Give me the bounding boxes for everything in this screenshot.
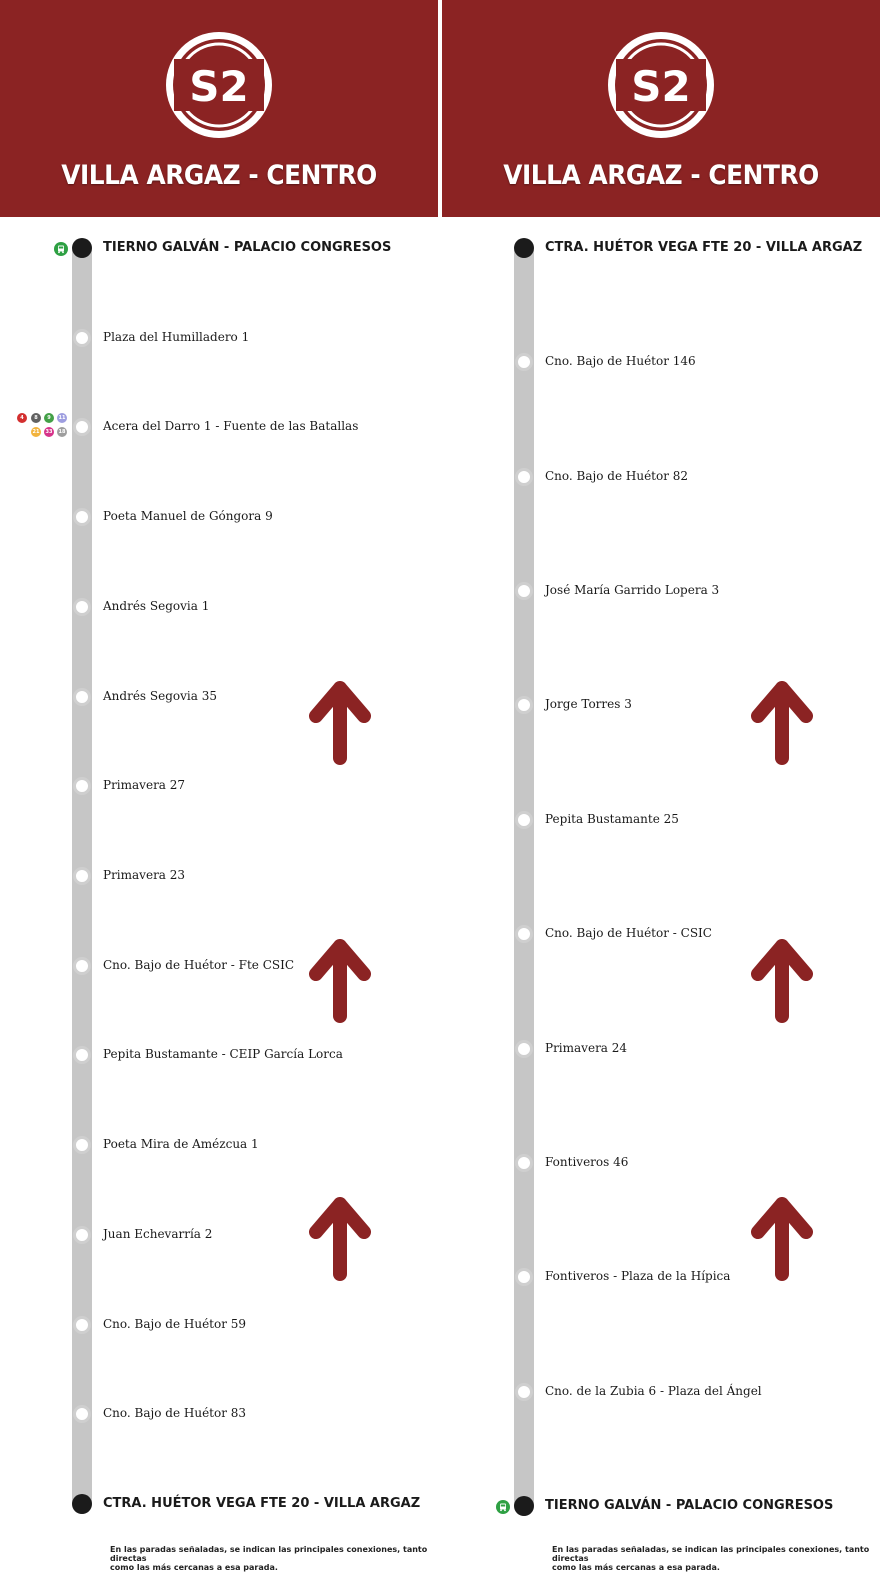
route-logo (606, 30, 716, 140)
stop-label: Acera del Darro 1 - Fuente de las Batallas (103, 419, 359, 433)
bus-icon (54, 242, 68, 256)
stop-marker (73, 1046, 91, 1064)
direction-arrow-up-icon (308, 1196, 372, 1282)
footnote-line: En las paradas señaladas, se indican las principales conexiones, tanto directas (110, 1545, 428, 1563)
stop-label: Juan Echevarría 2 (103, 1227, 213, 1241)
route-title: VILLA ARGAZ - CENTRO (61, 160, 377, 191)
stop-marker (73, 777, 91, 795)
direction-arrow-up-icon (308, 680, 372, 766)
stop-label: Cno. de la Zubia 6 - Plaza del Ángel (545, 1384, 762, 1398)
footnote-line: En las paradas señaladas, se indican las principales conexiones, tanto directas (552, 1545, 870, 1563)
stop-label: Pepita Bustamante 25 (545, 812, 679, 826)
route-code: S2 (189, 62, 249, 111)
footnote-line: como las más cercanas a esa parada. (552, 1563, 720, 1572)
stop-marker (73, 508, 91, 526)
route-code: S2 (631, 62, 691, 111)
stop-label: Cno. Bajo de Huétor 146 (545, 354, 696, 368)
stop-label: Poeta Manuel de Góngora 9 (103, 509, 273, 523)
connection-line-badge: 8 (31, 413, 41, 423)
route-logo (164, 30, 274, 140)
footnote-line: como las más cercanas a esa parada. (110, 1563, 278, 1572)
connection-line-badge: 9 (44, 413, 54, 423)
terminal-stop-marker (514, 1496, 534, 1516)
direction-arrow-up-icon (750, 1196, 814, 1282)
stop-label: Cno. Bajo de Huétor 83 (103, 1406, 247, 1420)
stop-marker (73, 867, 91, 885)
stop-marker (73, 957, 91, 975)
connection-line-badge: 11 (58, 415, 66, 421)
stop-marker (73, 1405, 91, 1423)
stop-marker (515, 1154, 533, 1172)
stop-label: José María Garrido Lopera 3 (545, 583, 720, 597)
stop-label: Pepita Bustamante - CEIP García Lorca (103, 1047, 343, 1061)
route-line (514, 250, 534, 1506)
route-header (442, 0, 880, 217)
direction-arrow-up-icon (750, 938, 814, 1024)
stop-label: Andrés Segovia 35 (103, 689, 217, 703)
stop-label: Plaza del Humilladero 1 (103, 330, 250, 344)
stop-label: Cno. Bajo de Huétor 82 (545, 469, 689, 483)
stop-label: Cno. Bajo de Huétor 59 (103, 1317, 247, 1331)
stop-label: Fontiveros - Plaza de la Hípica (545, 1269, 731, 1283)
stop-label: Andrés Segovia 1 (103, 599, 210, 613)
stop-marker (515, 582, 533, 600)
stop-label: Primavera 24 (545, 1041, 628, 1055)
stop-marker (73, 1316, 91, 1334)
stop-marker (73, 1226, 91, 1244)
direction-arrow-up-icon (308, 938, 372, 1024)
stop-marker (515, 811, 533, 829)
footnote (552, 1545, 880, 1572)
route-panel-right (442, 0, 880, 1572)
stop-marker (515, 468, 533, 486)
stop-label: Primavera 23 (103, 868, 186, 882)
terminal-stop-marker (72, 1494, 92, 1514)
stop-marker (515, 696, 533, 714)
stop-label: TIERNO GALVÁN - PALACIO CONGRESOS (545, 1498, 834, 1513)
stop-label: Jorge Torres 3 (545, 697, 632, 711)
terminal-stop-marker (514, 238, 534, 258)
stop-label: Fontiveros 46 (545, 1155, 629, 1169)
stop-marker (515, 353, 533, 371)
stop-marker (515, 925, 533, 943)
stop-label: CTRA. HUÉTOR VEGA FTE 20 - VILLA ARGAZ (103, 1496, 421, 1511)
stop-marker (515, 1268, 533, 1286)
route-panel-left (0, 0, 438, 1572)
connection-line-badge: 18 (58, 429, 66, 435)
terminal-stop-marker (72, 238, 92, 258)
stop-marker (73, 329, 91, 347)
stop-marker (515, 1040, 533, 1058)
route-title: VILLA ARGAZ - CENTRO (503, 160, 819, 191)
stop-marker (515, 1383, 533, 1401)
route-header (0, 0, 438, 217)
stop-marker (73, 598, 91, 616)
connection-line-badge: 4 (17, 413, 27, 423)
stop-marker (73, 1136, 91, 1154)
connection-line-badge: 21 (32, 429, 40, 435)
stop-label: Poeta Mira de Amézcua 1 (103, 1137, 259, 1151)
connection-line-badge: 33 (45, 429, 53, 435)
stop-label: CTRA. HUÉTOR VEGA FTE 20 - VILLA ARGAZ (545, 240, 863, 255)
direction-arrow-up-icon (750, 680, 814, 766)
bus-icon (496, 1500, 510, 1514)
footnote (110, 1545, 438, 1572)
stop-marker (73, 418, 91, 436)
stop-label: Cno. Bajo de Huétor - Fte CSIC (103, 958, 295, 972)
stop-label: TIERNO GALVÁN - PALACIO CONGRESOS (103, 240, 392, 255)
stop-label: Cno. Bajo de Huétor - CSIC (545, 926, 712, 940)
stop-label: Primavera 27 (103, 778, 186, 792)
stop-marker (73, 688, 91, 706)
